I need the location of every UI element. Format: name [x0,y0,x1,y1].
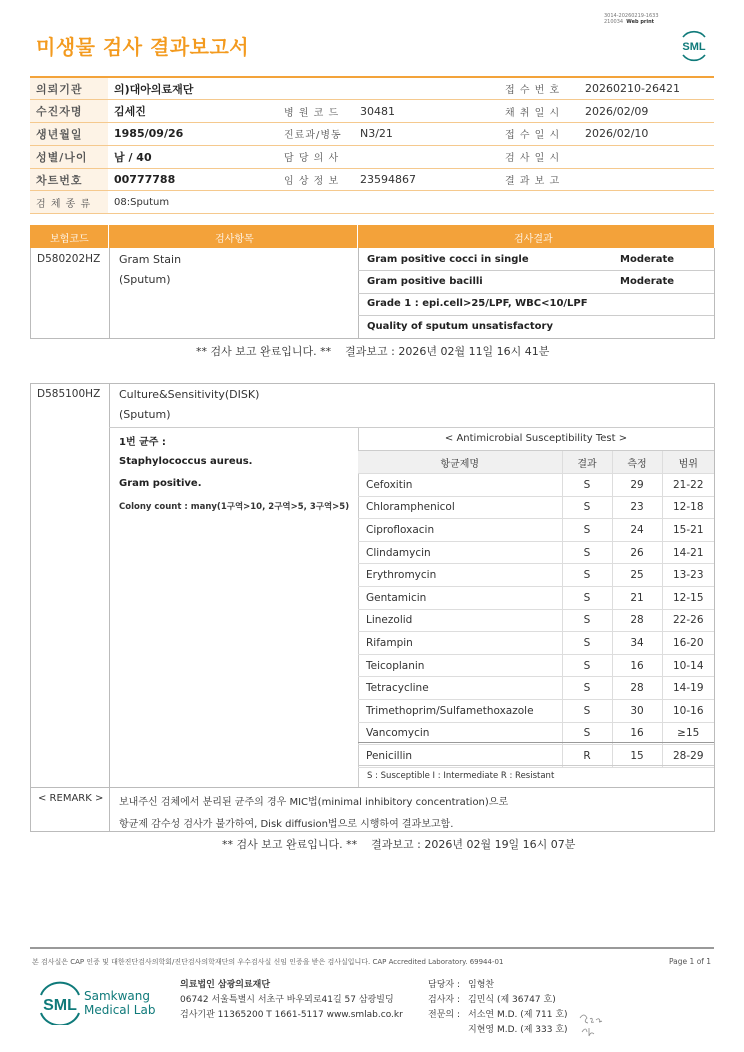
ast-row [358,654,714,677]
patient-v3 [579,191,714,214]
patient-l1: 성별/나이 [30,145,108,168]
patient-info-row [30,145,714,168]
ast-header-drug: 항균제명 [358,451,562,474]
patient-l1: 의뢰기관 [30,77,108,100]
patient-info-row [30,77,714,100]
signature-mark [578,1010,612,1040]
ast-row [358,496,714,519]
ast-measure: 24 [612,519,662,542]
organism-name: Staphylococcus aureus. [119,456,253,467]
ast-row [358,609,714,632]
ast-drug: Penicillin [358,745,562,768]
ast-row [358,541,714,564]
header-code: 보험코드 [50,234,89,245]
ast-drug: Gentamicin [358,587,562,610]
ast-measure: 21 [612,587,662,610]
ast-result: S [562,474,612,497]
brand-line-2: Medical Lab [84,1003,156,1017]
header-item: 검사항목 [215,234,254,245]
ast-table [358,451,714,768]
ast-measure: 28 [612,677,662,700]
patient-l3: 결 과 보 고 [499,168,579,191]
patient-v3 [579,168,714,191]
ast-result: S [562,609,612,632]
ast-range: 10-16 [662,700,714,723]
patient-info-row [30,123,714,146]
ast-row [358,745,714,768]
ast-drug: Tetracycline [358,677,562,700]
report-title: 미생물 검사 결과보고서 [36,35,250,59]
sml-logo [676,27,712,63]
ast-range: 15-21 [662,519,714,542]
ast-measure: 16 [612,654,662,677]
page-number: Page 1 of 1 [669,957,712,966]
ast-range: 22-26 [662,609,714,632]
test1-specimen: (Sputum) [119,273,171,286]
ast-drug: Trimethoprim/Sulfamethoxazole [358,700,562,723]
patient-l2 [278,191,354,214]
isolate-label: 1번 균주 : [119,437,166,448]
ast-result: S [562,519,612,542]
test1-code: D580202HZ [37,253,101,265]
patient-l1: 차트번호 [30,168,108,191]
test1-name: Gram Stain [119,253,182,266]
org-name: 의료법인 삼광의료재단 [180,980,271,990]
test2-name: Culture&Sensitivity(DISK) [119,388,260,401]
ast-range: 28-29 [662,745,714,768]
ast-measure: 16 [612,722,662,745]
patient-l3: 검 사 일 시 [499,145,579,168]
ast-measure: 25 [612,564,662,587]
ast-range: 12-18 [662,496,714,519]
patient-info-row [30,168,714,191]
ast-result: S [562,700,612,723]
ast-header-range: 범위 [662,451,714,474]
remark-line-2: 항균제 감수성 검사가 불가하여, Disk diffusion법으로 시행하여 결과보고함. [119,819,454,830]
ast-drug: Cefoxitin [358,474,562,497]
patient-v2: 30481 [354,100,499,123]
ast-row [358,564,714,587]
ast-row [358,519,714,542]
patient-info-row [30,100,714,123]
ast-drug: Teicoplanin [358,654,562,677]
gram-level-2: Moderate [620,276,675,287]
gram-result-1: Gram positive cocci in single [367,254,529,265]
patient-l2: 담 당 의 사 [278,145,354,168]
ast-range: 14-21 [662,541,714,564]
patient-v2: 23594867 [354,168,499,191]
patient-l3: 접 수 일 시 [499,123,579,146]
brand-line-1: Samkwang [84,989,150,1003]
patient-l1: 생년월일 [30,123,108,146]
ast-measure: 28 [612,609,662,632]
ast-row [358,587,714,610]
test2-code: D585100HZ [37,388,101,400]
staff-role: 검사자 : [428,995,460,1005]
ast-range: 21-22 [662,474,714,497]
staff-name: 지현영 M.D. (제 333 호) [468,1025,568,1035]
patient-v3: 2026/02/09 [579,100,714,123]
staff-role: 담당자 : [428,980,460,990]
print-meta [604,13,659,25]
ast-result: S [562,722,612,745]
test2-report-time: 결과보고 : 2026년 02월 19일 16시 07분 [371,838,576,851]
ast-measure: 15 [612,745,662,768]
gram-result-2: Gram positive bacilli [367,276,483,287]
patient-l3: 접 수 번 호 [499,77,579,100]
patient-l2 [278,77,354,100]
ast-range: ≥15 [662,722,714,745]
ast-result: S [562,496,612,519]
remark-label: < REMARK > [38,793,104,804]
ast-result: S [562,654,612,677]
patient-l2: 진료과/병동 [278,123,354,146]
ast-drug: Rifampin [358,632,562,655]
ast-title: < Antimicrobial Susceptibility Test > [444,433,628,444]
colony-count: Colony count : many(1구역>10, 2구역>5, 3구역>5) [119,502,350,512]
footer-cert: 본 검사실은 CAP 인증 및 대한진단검사의학회/진단검사의학재단의 우수검사실 신임 인증을 받은 검사실입니다. CAP Accredited Laboratory. 69944-01 [32,958,504,966]
ast-range: 16-20 [662,632,714,655]
patient-v3: 20260210-26421 [579,77,714,100]
patient-v2 [354,191,499,214]
patient-v1: 08:Sputum [108,191,278,214]
test2-completion: ** 검사 보고 완료입니다. ** 결과보고 : 2026년 02월 19일 16시 07분 [222,838,576,851]
patient-v3 [579,145,714,168]
ast-drug: Clindamycin [358,541,562,564]
footer-logo-text: SML [43,997,77,1014]
ast-result: S [562,564,612,587]
ast-range: 13-23 [662,564,714,587]
patient-v1: 1985/09/26 [108,123,278,146]
patient-l1: 수진자명 [30,100,108,123]
web-print-label: Web print [626,19,655,25]
print-meta-line1: 3014-20260219-1633 [604,13,659,19]
ast-measure: 23 [612,496,662,519]
patient-l1: 검 체 종 류 [30,191,108,214]
ast-row [358,632,714,655]
org-address: 06742 서울특별시 서초구 바우뫼로41길 57 삼광빌딩 [180,995,394,1005]
brand-name [84,989,155,1017]
ast-measure: 30 [612,700,662,723]
staff-row [428,1023,568,1038]
patient-v1: 김세진 [108,100,278,123]
header-result: 검사결과 [514,234,553,245]
patient-l2: 임 상 정 보 [278,168,354,191]
ast-drug: Erythromycin [358,564,562,587]
staff-name: 김민식 (제 36747 호) [468,995,556,1005]
ast-result: S [562,677,612,700]
patient-info-row [30,191,714,214]
ast-result: S [562,587,612,610]
footer-sml-logo [35,981,85,1025]
gram-result-4: Quality of sputum unsatisfactory [367,321,553,332]
gram-type: Gram positive. [119,478,202,489]
staff-row [428,993,568,1008]
patient-info-table [30,76,714,214]
ast-measure: 26 [612,541,662,564]
test1-report-time: 결과보고 : 2026년 02월 11일 16시 41분 [345,345,550,358]
staff-row [428,1008,568,1023]
ast-result: S [562,541,612,564]
gram-level-1: Moderate [620,254,675,265]
test1-completion: ** 검사 보고 완료입니다. ** 결과보고 : 2026년 02월 11일 16시 41분 [196,345,550,358]
ast-range: 10-14 [662,654,714,677]
ast-measure: 29 [612,474,662,497]
footer-divider [30,947,714,949]
patient-v2 [354,145,499,168]
ast-drug: Ciprofloxacin [358,519,562,542]
ast-drug: Linezolid [358,609,562,632]
patient-v1: 00777788 [108,168,278,191]
ast-header-measure: 측정 [612,451,662,474]
ast-header-result: 결과 [562,451,612,474]
staff-row [428,978,568,993]
org-contact: 검사기관 11365200 T 1661-5117 www.smlab.co.kr [180,1010,403,1020]
patient-v3: 2026/02/10 [579,123,714,146]
ast-result: S [562,632,612,655]
patient-v2: N3/21 [354,123,499,146]
patient-l3 [499,191,579,214]
patient-v2 [354,77,499,100]
print-meta-line2: 210034 [604,19,624,25]
staff-role: 전문의 : [428,1010,460,1020]
ast-drug: Vancomycin [358,722,562,745]
ast-range: 12-15 [662,587,714,610]
gram-result-3: Grade 1 : epi.cell>25/LPF, WBC<10/LPF [367,298,588,309]
sml-logo-text: SML [682,41,706,53]
staff-block [428,978,568,1038]
ast-drug: Chloramphenicol [358,496,562,519]
ast-legend: S : Susceptible I : Intermediate R : Resistant [367,771,555,781]
patient-l3: 채 취 일 시 [499,100,579,123]
ast-row [358,700,714,723]
staff-name: 임형찬 [468,980,495,990]
staff-name: 서소연 M.D. (제 711 호) [468,1010,568,1020]
org-block [180,978,403,1023]
ast-range: 14-19 [662,677,714,700]
ast-row [358,677,714,700]
test2-specimen: (Sputum) [119,408,171,421]
ast-row [358,474,714,497]
patient-l2: 병 원 코 드 [278,100,354,123]
patient-v1: 의)대아의료재단 [108,77,278,100]
ast-result: R [562,745,612,768]
remark-line-1: 보내주신 검체에서 분리된 균주의 경우 MIC법(minimal inhibitory concentration)으로 [119,797,509,808]
results-header-bar [30,225,714,248]
patient-v1: 남 / 40 [108,145,278,168]
ast-measure: 34 [612,632,662,655]
